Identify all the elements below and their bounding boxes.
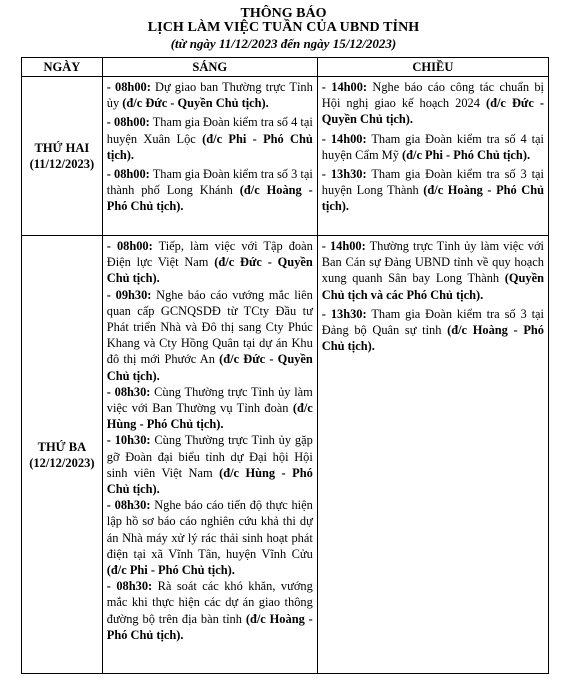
day-name: THỨ HAI	[34, 141, 90, 155]
entry-text: Thường trực Tỉnh ủy làm việc với Ban Cán sự Đảng UBND tỉnh về quy hoạch xung quanh Sân bay Long Thành	[321, 239, 544, 286]
entry-person: (đ/c Hoàng - Phó Chủ tịch).	[106, 611, 313, 642]
table-row	[22, 236, 549, 674]
schedule-entry	[107, 384, 313, 433]
schedule-entry	[322, 131, 544, 163]
schedule-entry	[107, 578, 313, 643]
entry-time: - 08h00:	[106, 239, 153, 253]
afternoon-list	[318, 236, 548, 356]
entry-person: (đ/c Phi - Phó Chủ tịch).	[106, 131, 313, 162]
schedule-entry	[107, 238, 313, 287]
afternoon-list	[318, 77, 548, 217]
entry-text: Tham gia Đoàn kiểm tra số 3 tại thành phố Long Khánh	[106, 167, 313, 198]
column-header-afternoon: CHIỀU	[317, 58, 548, 77]
schedule-entry	[107, 432, 313, 497]
entry-time: - 14h00:	[321, 239, 366, 253]
morning-list	[103, 236, 317, 645]
morning-list	[103, 77, 317, 217]
entry-time: - 10h30:	[106, 433, 151, 448]
entry-text: Tham gia Đoàn kiểm tra số 3 tại Đảng bộ Quân sự tỉnh	[321, 306, 545, 338]
date-range: (từ ngày 11/12/2023 đến ngày 15/12/2023)	[170, 36, 397, 51]
entry-text: Rà soát các khó khăn, vướng mắc khi thực hiện các dự án giao thông đường bộ trên địa bàn tỉnh	[106, 579, 313, 626]
entry-person: (đ/c Hoàng - Phó Chủ tịch).	[106, 183, 313, 214]
schedule-entry	[107, 166, 313, 215]
morning-cell	[102, 77, 317, 236]
entry-time: - 09h30:	[106, 287, 152, 302]
entry-time: - 08h00:	[106, 167, 150, 182]
entry-time: - 14h00:	[321, 131, 367, 146]
entry-text: Cùng Thường trực Tỉnh ủy gặp gỡ Đoàn đại biểu tỉnh dự Đại hội Hội sinh viên Việt Nam	[106, 433, 313, 480]
schedule-entry	[322, 238, 544, 303]
schedule-table	[21, 57, 549, 674]
entry-time: - 13h30:	[321, 306, 367, 321]
day-cell-monday	[22, 77, 103, 236]
schedule-entry	[107, 79, 313, 111]
entry-person: (Quyền Chủ tịch và các Phó Chủ tịch).	[321, 271, 544, 302]
schedule-entry	[107, 287, 313, 384]
column-header-morning: SÁNG	[102, 58, 317, 77]
afternoon-cell	[317, 236, 548, 674]
day-date: (12/12/2023)	[29, 455, 95, 470]
document-subtitle: LỊCH LÀM VIỆC TUẦN CỦA UBND TỈNH	[147, 20, 420, 35]
entry-text: Tham gia Đoàn kiểm tra số 4 tại huyện Xuân Lộc	[106, 115, 313, 146]
column-header-day: NGÀY	[22, 58, 103, 77]
entry-person: (đ/c Hùng - Phó Chủ tịch).	[106, 465, 313, 497]
entry-text: Tham gia Đoàn kiểm tra số 3 tại huyện Long Thành	[321, 167, 545, 198]
entry-time: - 08h30:	[106, 579, 153, 594]
entry-person: (đ/c Phi - Phó Chủ tịch).	[402, 147, 531, 162]
entry-text: Nghe báo cáo tiến độ thực hiện lập hồ sơ báo cáo nghiên cứu khả thi dự án Nhà máy xử lý rác thải sinh hoạt phát điện tại xã Vĩnh Tân, huyện Vĩnh Cửu	[106, 498, 313, 561]
afternoon-cell	[317, 77, 548, 236]
morning-cell	[102, 236, 317, 674]
entry-text: Dự giao ban Thường trực Tỉnh ủy	[106, 80, 313, 111]
entry-time: - 08h00:	[106, 115, 150, 130]
day-name: THỨ BA	[37, 439, 87, 454]
entry-text: Cùng Thường trực Tỉnh ủy làm việc với Ban Thường vụ Tỉnh đoàn	[106, 384, 313, 416]
table-header-row	[22, 58, 549, 77]
entry-person: (đ/c Hùng - Phó Chủ tịch).	[106, 401, 313, 432]
schedule-entry	[107, 114, 313, 163]
entry-person: (đ/c Phi - Phó Chủ tịch).	[106, 563, 235, 578]
entry-time: - 08h30:	[106, 498, 151, 513]
entry-time: - 13h30:	[321, 167, 367, 182]
entry-text: Nghe báo cáo vướng mắc liên quan cấp GCNQSDĐ từ TCty Đầu tư Phát triển Nhà và Đô thị sang Cty Phúc Khang và Cty Hồng Quân tại dự án Khu đô thị mới Phước An	[106, 287, 313, 367]
day-cell-tuesday	[22, 236, 103, 674]
entry-text: Tiếp, làm việc với Tập đoàn Điện lực Việt Nam	[106, 239, 313, 270]
table-row	[22, 77, 549, 236]
entry-person: (đ/c Hoàng - Phó Chủ tịch).	[321, 183, 544, 214]
entry-time: - 14h00:	[321, 80, 368, 94]
day-date: (11/12/2023)	[29, 157, 95, 171]
entry-person: (đ/c Đức - Quyền Chủ tịch).	[106, 255, 313, 286]
entry-person: (đ/c Đức - Quyền Chủ tịch).	[122, 96, 269, 111]
schedule-entry	[107, 497, 313, 578]
document-title: THÔNG BÁO	[240, 6, 327, 21]
schedule-entry	[322, 79, 544, 128]
entry-person: (đ/c Đức - Quyền Chủ tịch).	[106, 352, 313, 383]
entry-text: Nghe báo cáo công tác chuẩn bị Hội nghị giao kế hoạch 2024	[321, 80, 544, 111]
entry-time: - 08h30:	[106, 384, 151, 399]
entry-person: (đ/c Hoàng - Phó Chủ tịch).	[321, 323, 544, 354]
entry-time: - 08h00:	[106, 80, 151, 94]
schedule-entry	[322, 306, 544, 355]
entry-person: (đ/c Đức - Quyền Chủ tịch).	[321, 96, 544, 127]
schedule-entry	[322, 166, 544, 215]
entry-text: Tham gia Đoàn kiểm tra số 4 tại huyện Cẩm Mỹ	[321, 131, 545, 162]
